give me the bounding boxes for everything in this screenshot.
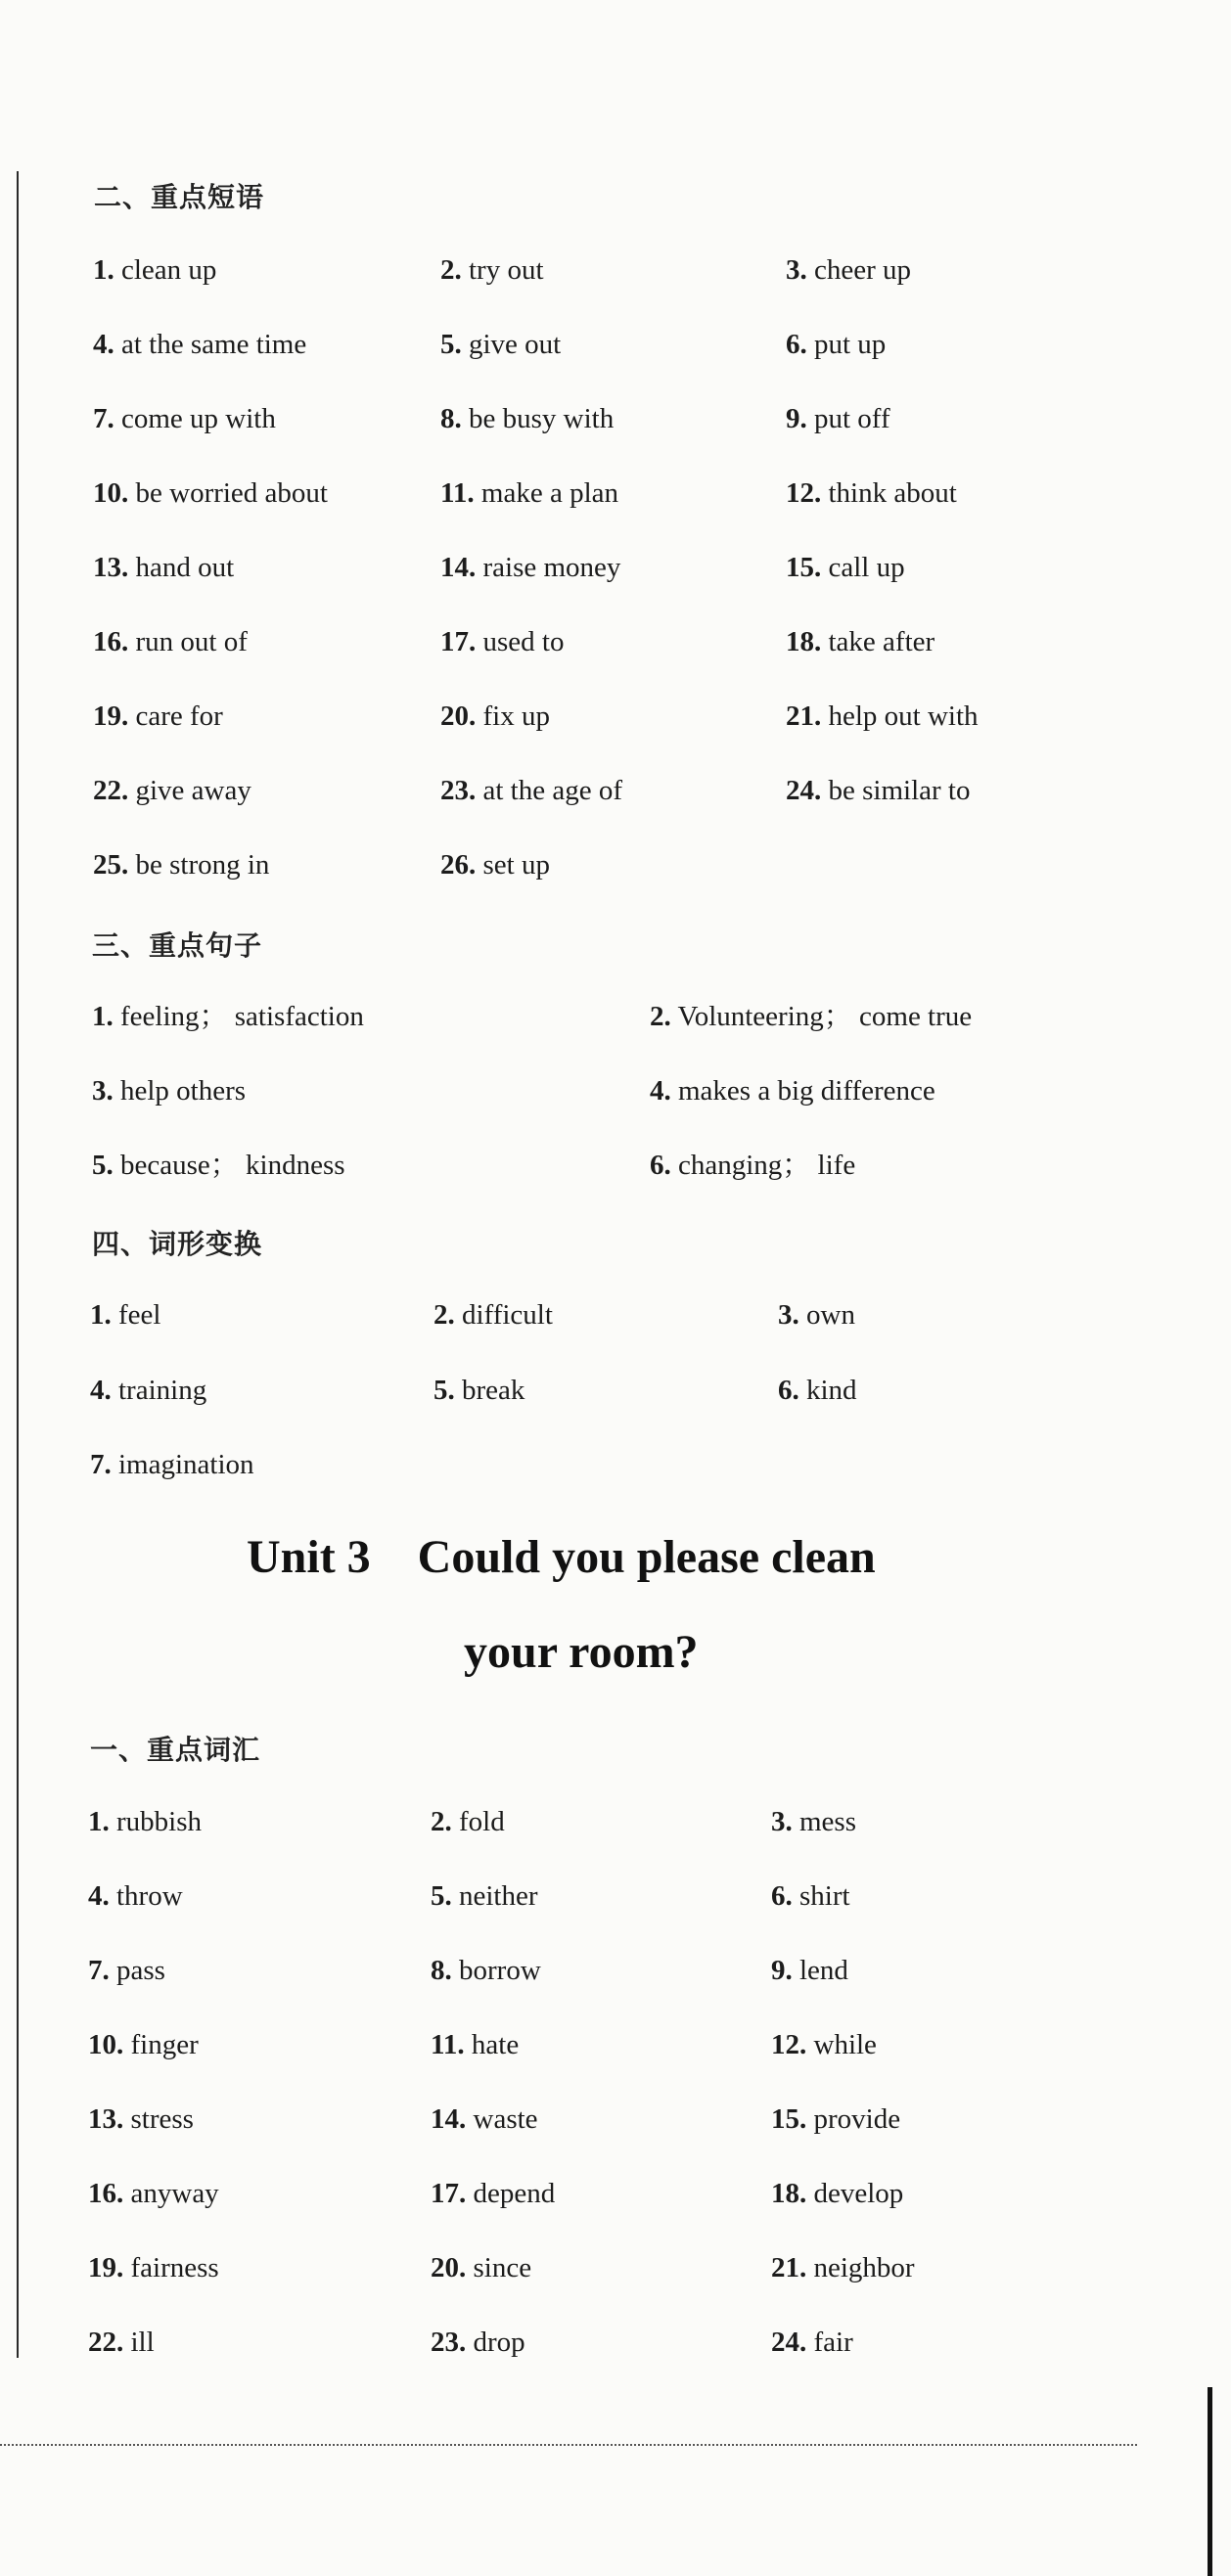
answer-item: 7. come up with	[93, 403, 276, 434]
answer-item: 24. fair	[771, 2327, 853, 2358]
answer-item: 22. give away	[93, 775, 251, 806]
answer-item: 16. run out of	[93, 626, 248, 657]
section-heading-phrases: 二、重点短语	[94, 181, 265, 213]
answer-item: 23. at the age of	[440, 775, 623, 806]
answer-item: 17. depend	[431, 2178, 556, 2209]
answer-item: 6. changing； life	[650, 1150, 856, 1181]
answer-item: 6. kind	[778, 1375, 857, 1406]
answer-item: 19. care for	[93, 700, 223, 732]
answer-item: 17. used to	[440, 626, 565, 657]
section-heading-sentences: 三、重点句子	[92, 929, 263, 962]
answer-item: 3. help others	[92, 1075, 247, 1107]
answer-item: 20. since	[431, 2252, 532, 2283]
answer-item: 2. difficult	[433, 1299, 553, 1331]
answer-item: 20. fix up	[440, 700, 550, 732]
answer-item: 4. makes a big difference	[650, 1075, 935, 1107]
answer-item: 1. feeling； satisfaction	[92, 1001, 364, 1032]
answer-item: 6. put up	[786, 329, 887, 360]
answer-item: 5. because； kindness	[92, 1150, 345, 1181]
answer-item: 9. lend	[771, 1955, 848, 1986]
answer-item: 2. try out	[440, 254, 544, 286]
answer-item: 21. neighbor	[771, 2252, 915, 2283]
answer-item: 1. feel	[90, 1299, 161, 1331]
unit-title: Unit 3 Could you please clean	[247, 1531, 876, 1583]
answer-item: 4. throw	[88, 1880, 183, 1912]
answer-item: 15. call up	[786, 552, 905, 583]
answer-item: 18. take after	[786, 626, 935, 657]
answer-item: 13. stress	[88, 2103, 194, 2135]
answer-item: 6. shirt	[771, 1880, 850, 1912]
answer-item: 12. think about	[786, 477, 957, 509]
answer-item: 11. hate	[431, 2029, 520, 2060]
answer-item: 14. raise money	[440, 552, 621, 583]
answer-item: 2. Volunteering； come true	[650, 1001, 973, 1032]
answer-item: 3. own	[778, 1299, 855, 1331]
answer-item: 8. borrow	[431, 1955, 541, 1986]
answer-item: 25. be strong in	[93, 849, 270, 881]
answer-item: 18. develop	[771, 2178, 904, 2209]
answer-item: 1. clean up	[93, 254, 217, 286]
answer-item: 7. imagination	[90, 1449, 254, 1480]
answer-item: 15. provide	[771, 2103, 901, 2135]
answer-item: 4. at the same time	[93, 329, 307, 360]
left-margin-rule	[17, 171, 19, 2358]
answer-item: 5. neither	[431, 1880, 538, 1912]
answer-item: 8. be busy with	[440, 403, 615, 434]
right-edge-rule	[1208, 2387, 1212, 2576]
answer-item: 10. finger	[88, 2029, 199, 2060]
answer-item: 1. rubbish	[88, 1806, 202, 1837]
answer-item: 26. set up	[440, 849, 550, 881]
answer-item: 10. be worried about	[93, 477, 328, 509]
answer-item: 2. fold	[431, 1806, 505, 1837]
answer-item: 14. waste	[431, 2103, 538, 2135]
answer-item: 19. fairness	[88, 2252, 219, 2283]
answer-item: 13. hand out	[93, 552, 235, 583]
answer-item: 3. cheer up	[786, 254, 912, 286]
answer-item: 7. pass	[88, 1955, 165, 1986]
answer-item: 11. make a plan	[440, 477, 619, 509]
answer-item: 23. drop	[431, 2327, 525, 2358]
answer-item: 3. mess	[771, 1806, 856, 1837]
section-heading-word-forms: 四、词形变换	[92, 1228, 263, 1260]
section-heading-vocabulary: 一、重点词汇	[90, 1734, 261, 1766]
answer-item: 9. put off	[786, 403, 890, 434]
answer-item: 5. give out	[440, 329, 562, 360]
unit-title-continued: your room?	[464, 1626, 699, 1678]
answer-item: 22. ill	[88, 2327, 155, 2358]
answer-item: 4. training	[90, 1375, 207, 1406]
answer-item: 5. break	[433, 1375, 525, 1406]
dotted-divider	[0, 2444, 1137, 2446]
answer-item: 24. be similar to	[786, 775, 971, 806]
answer-item: 12. while	[771, 2029, 877, 2060]
answer-item: 16. anyway	[88, 2178, 219, 2209]
answer-item: 21. help out with	[786, 700, 979, 732]
